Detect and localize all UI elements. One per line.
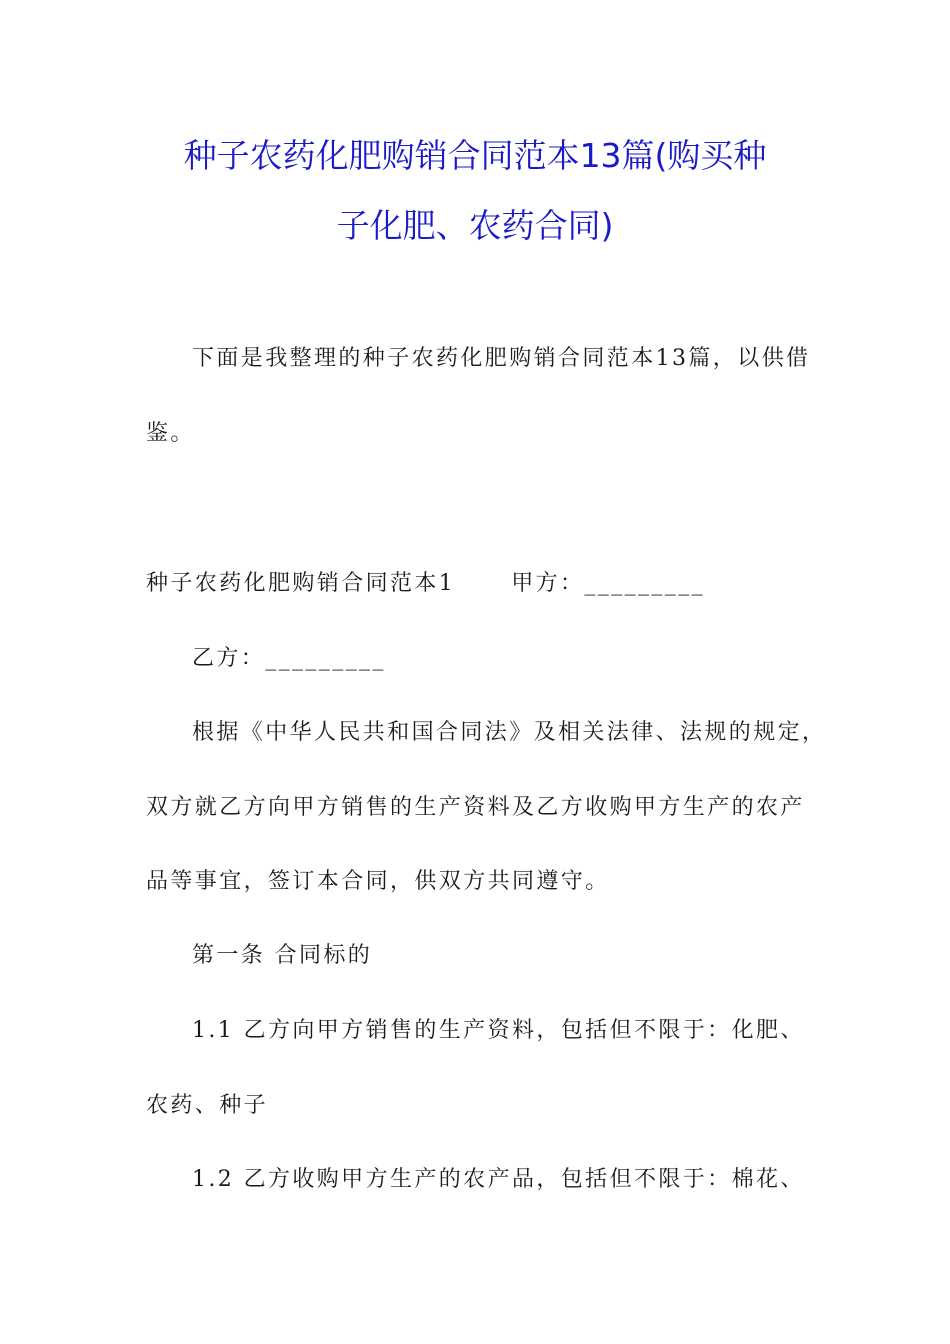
basis-paragraph-line-1: 根据《中华人民共和国合同法》及相关法律、法规的规定， [192, 720, 827, 745]
item-1-2-line-1: 1.2 乙方收购甲方生产的农产品，包括但不限于：棉花、 [192, 1167, 805, 1192]
basis-paragraph-line-3: 品等事宜，签订本合同，供双方共同遵守。 [146, 869, 610, 894]
document-title-line-2: 子化肥、农药合同) [336, 206, 614, 245]
item-1-1-line-1: 1.1 乙方向甲方销售的生产资料，包括但不限于：化肥、 [192, 1018, 805, 1043]
document-title-line-1: 种子农药化肥购销合同范本13篇(购买种 [183, 136, 767, 175]
intro-paragraph-line-2: 鉴。 [146, 421, 195, 446]
contract-heading-row [146, 573, 705, 595]
basis-paragraph-line-2: 双方就乙方向甲方销售的生产资料及乙方收购甲方生产的农产 [146, 795, 805, 820]
party-b-field: 乙方：_________ [192, 646, 386, 671]
article-1-heading: 第一条 合同标的 [192, 943, 373, 968]
item-1-1-line-2: 农药、种子 [146, 1093, 269, 1118]
party-a-field: 甲方：_________ [511, 571, 706, 596]
intro-paragraph-line-1: 下面是我整理的种子农药化肥购销合同范本13篇，以供借 [192, 346, 811, 371]
contract-heading: 种子农药化肥购销合同范本1 [146, 571, 456, 596]
